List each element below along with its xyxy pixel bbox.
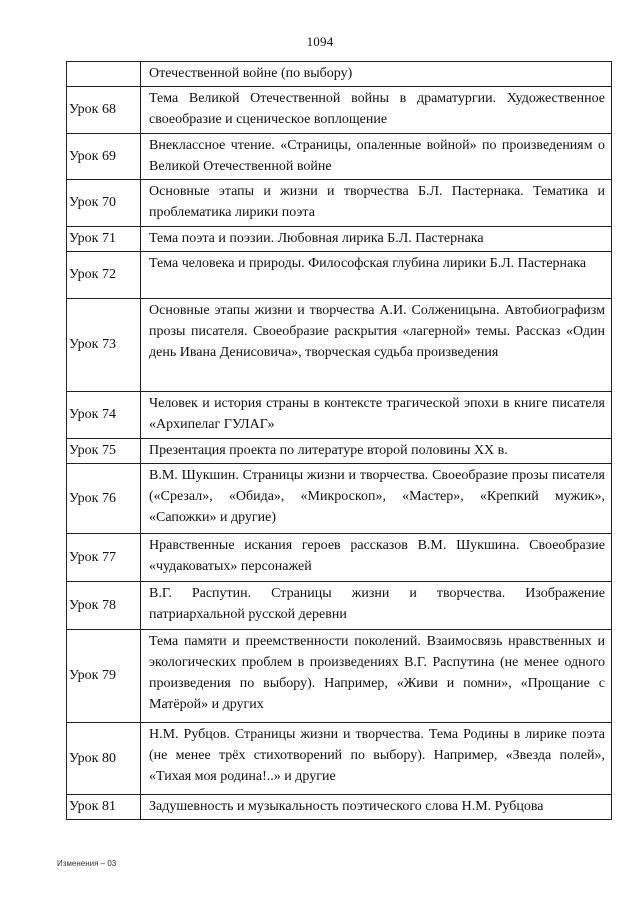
lesson-topic-cell: Тема поэта и поэзии. Любовная лирика Б.Л. Пастернака — [141, 227, 612, 252]
lesson-topic-cell: В.М. Шукшин. Страницы жизни и творчества. Своеобразие прозы писателя («Срезал», «Обида», «Микроскоп», «Мастер», «Крепкий мужик», «Сапожки» и другие) — [141, 464, 612, 534]
table-row — [67, 252, 612, 299]
table-row — [67, 227, 612, 252]
lesson-number-cell: Урок 75 — [67, 439, 141, 464]
lesson-number-cell — [67, 62, 141, 87]
lesson-number-cell: Урок 68 — [67, 87, 141, 134]
lesson-number-cell: Урок 74 — [67, 392, 141, 439]
lesson-topic-cell: Задушевность и музыкальность поэтического слова Н.М. Рубцова — [141, 795, 612, 820]
table-row — [67, 439, 612, 464]
lesson-topic-cell: Основные этапы и жизни и творчества Б.Л. Пастернака. Тематика и проблематика лирики поэта — [141, 180, 612, 227]
lesson-topic-cell: Нравственные искания героев рассказов В.М. Шукшина. Своеобразие «чудаковатых» персонажей — [141, 534, 612, 582]
table-row — [67, 87, 612, 134]
table-row — [67, 299, 612, 392]
lesson-number-cell: Урок 80 — [67, 723, 141, 795]
lesson-number-cell: Урок 79 — [67, 630, 141, 723]
lesson-topic-cell: Тема Великой Отечественной войны в драматургии. Художественное своеобразие и сценическое воплощение — [141, 87, 612, 134]
lesson-topic-cell: Тема памяти и преемственности поколений. Взаимосвязь нравственных и экологических проблем в произведениях В.Г. Распутина (не менее одного произведения по выбору). Например, «Живи и помни», «Прощание с Матёрой» и других — [141, 630, 612, 723]
lesson-number-cell: Урок 70 — [67, 180, 141, 227]
lesson-plan-table — [66, 61, 612, 820]
lesson-topic-cell: Н.М. Рубцов. Страницы жизни и творчества. Тема Родины в лирике поэта (не менее трёх стихотворений по выбору). Например, «Звезда полей», «Тихая моя родина!..» и другие — [141, 723, 612, 795]
lesson-topic-cell: Человек и история страны в контексте трагической эпохи в книге писателя «Архипелаг ГУЛАГ» — [141, 392, 612, 439]
table-row — [67, 582, 612, 630]
lesson-number-cell: Урок 73 — [67, 299, 141, 392]
lesson-number-cell: Урок 72 — [67, 252, 141, 299]
lesson-topic-cell: Презентация проекта по литературе второй половины XX в. — [141, 439, 612, 464]
table-row — [67, 534, 612, 582]
page-number: 1094 — [306, 34, 334, 49]
lesson-number-cell: Урок 76 — [67, 464, 141, 534]
table-row — [67, 62, 612, 87]
lesson-number-cell: Урок 78 — [67, 582, 141, 630]
lesson-topic-cell: Основные этапы жизни и творчества А.И. Солженицына. Автобиографизм прозы писателя. Своеобразие раскрытия «лагерной» темы. Рассказ «Один день Ивана Денисовича», творческая судьба произведения — [141, 299, 612, 392]
lesson-topic-cell: В.Г. Распутин. Страницы жизни и творчества. Изображение патриархальной русской деревни — [141, 582, 612, 630]
lesson-number-cell: Урок 77 — [67, 534, 141, 582]
table-row — [67, 630, 612, 723]
lesson-topic-cell: Тема человека и природы. Философская глубина лирики Б.Л. Пастернака — [141, 252, 612, 299]
table-row — [67, 723, 612, 795]
table-row — [67, 180, 612, 227]
table-row — [67, 464, 612, 534]
lesson-topic-cell: Внеклассное чтение. «Страницы, опаленные войной» по произведениям о Великой Отечественной войне — [141, 134, 612, 180]
lesson-topic-cell: Отечественной войне (по выбору) — [141, 62, 612, 87]
table-row — [67, 795, 612, 820]
lesson-number-cell: Урок 71 — [67, 227, 141, 252]
revision-footer: Изменения – 03 — [57, 859, 117, 868]
lesson-number-cell: Урок 81 — [67, 795, 141, 820]
table-row — [67, 392, 612, 439]
table-row — [67, 134, 612, 180]
lesson-number-cell: Урок 69 — [67, 134, 141, 180]
